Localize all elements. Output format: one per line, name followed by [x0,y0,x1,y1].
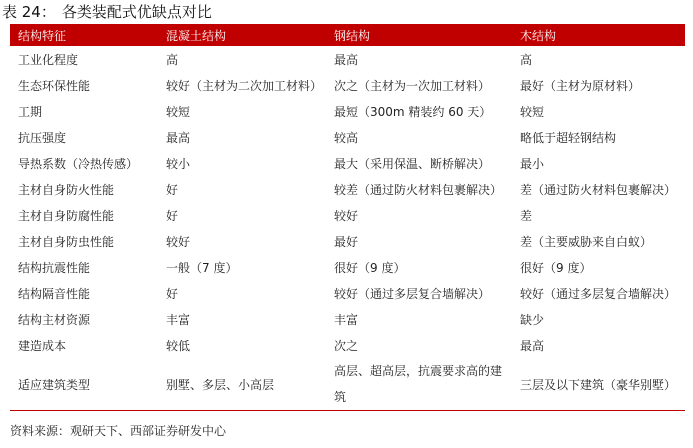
cell-steel: 最高 [334,52,359,67]
cell-feature: 生态环保性能 [18,78,91,93]
cell-steel: 较好 [334,208,359,223]
table-row [10,124,685,150]
cell-wood: 差（主要威胁来自白蚁） [520,234,653,249]
cell-concrete: 丰富 [166,312,191,327]
table-row [10,228,685,254]
table-row [10,306,685,332]
cell-wood: 较短 [520,104,545,119]
cell-feature: 主材自身防火性能 [18,182,115,197]
cell-concrete: 高 [166,52,179,67]
cell-feature: 主材自身防虫性能 [18,234,115,249]
cell-feature: 适应建筑类型 [10,358,158,411]
header-row [10,24,685,46]
cell-feature: 主材自身防腐性能 [18,208,115,223]
cell-concrete: 较短 [166,104,191,119]
cell-feature: 工期 [18,104,43,119]
cell-steel: 较好（通过多层复合墙解决） [334,286,491,301]
table-row [10,98,685,124]
table-row [10,280,685,306]
cell-concrete: 较好（主材为二次加工材料） [166,78,323,93]
cell-concrete: 一般（7 度） [166,260,238,275]
cell-feature: 结构主材资源 [18,312,91,327]
cell-wood: 高 [520,52,533,67]
cell-wood: 最高 [520,338,545,353]
comparison-table [10,24,685,411]
cell-steel: 较高 [334,130,359,145]
cell-wood: 缺少 [520,312,545,327]
cell-wood: 差（通过防火材料包裹解决） [520,182,677,197]
cell-steel: 很好（9 度） [334,260,406,275]
cell-feature: 导热系数（冷热传感） [18,156,139,171]
table-row [10,150,685,176]
table-row [10,46,685,72]
cell-feature: 结构隔音性能 [18,286,91,301]
table-row [10,358,685,411]
cell-wood: 最好（主材为原材料） [520,78,641,93]
cell-concrete: 好 [166,208,179,223]
cell-wood: 略低于超轻钢结构 [520,130,617,145]
cell-steel: 最好 [334,234,359,249]
cell-concrete: 较低 [166,338,191,353]
cell-feature: 抗压强度 [18,130,67,145]
cell-wood: 三层及以下建筑（豪华别墅） [512,358,685,411]
cell-steel: 丰富 [334,312,359,327]
cell-concrete: 最高 [166,130,191,145]
table-row [10,176,685,202]
cell-concrete: 好 [166,286,179,301]
source-note: 资料来源：观研天下、西部证券研发中心 [10,424,227,438]
cell-concrete: 较好 [166,234,191,249]
header-wood: 木结构 [512,24,685,46]
cell-feature: 建造成本 [18,338,67,353]
table-caption [2,1,212,23]
cell-concrete: 好 [166,182,179,197]
cell-feature: 结构抗震性能 [18,260,91,275]
cell-concrete: 较小 [166,156,191,171]
cell-steel: 次之（主材为一次加工材料） [334,78,491,93]
cell-wood: 很好（9 度） [520,260,592,275]
table-row [10,72,685,98]
cell-wood: 较好（通过多层复合墙解决） [520,286,677,301]
cell-wood: 最小 [520,156,545,171]
caption-title: 各类装配式优缺点对比 [61,3,212,21]
cell-steel: 较差（通过防火材料包裹解决） [334,182,503,197]
header-steel: 钢结构 [326,24,512,46]
table-row [10,332,685,358]
header-concrete: 混凝土结构 [158,24,326,46]
cell-wood: 差 [520,208,533,223]
cell-steel: 高层、超高层，抗震要求高的建筑 [326,358,512,411]
header-feature: 结构特征 [10,24,158,46]
table-row [10,202,685,228]
cell-steel: 次之 [334,338,359,353]
table-row [10,254,685,280]
cell-concrete: 别墅、多层、小高层 [158,358,326,411]
caption-number: 表 24： [2,3,56,21]
cell-feature: 工业化程度 [18,52,79,67]
cell-steel: 最大（采用保温、断桥解决） [334,156,491,171]
cell-steel: 最短（300m 精装约 60 天） [334,104,492,119]
